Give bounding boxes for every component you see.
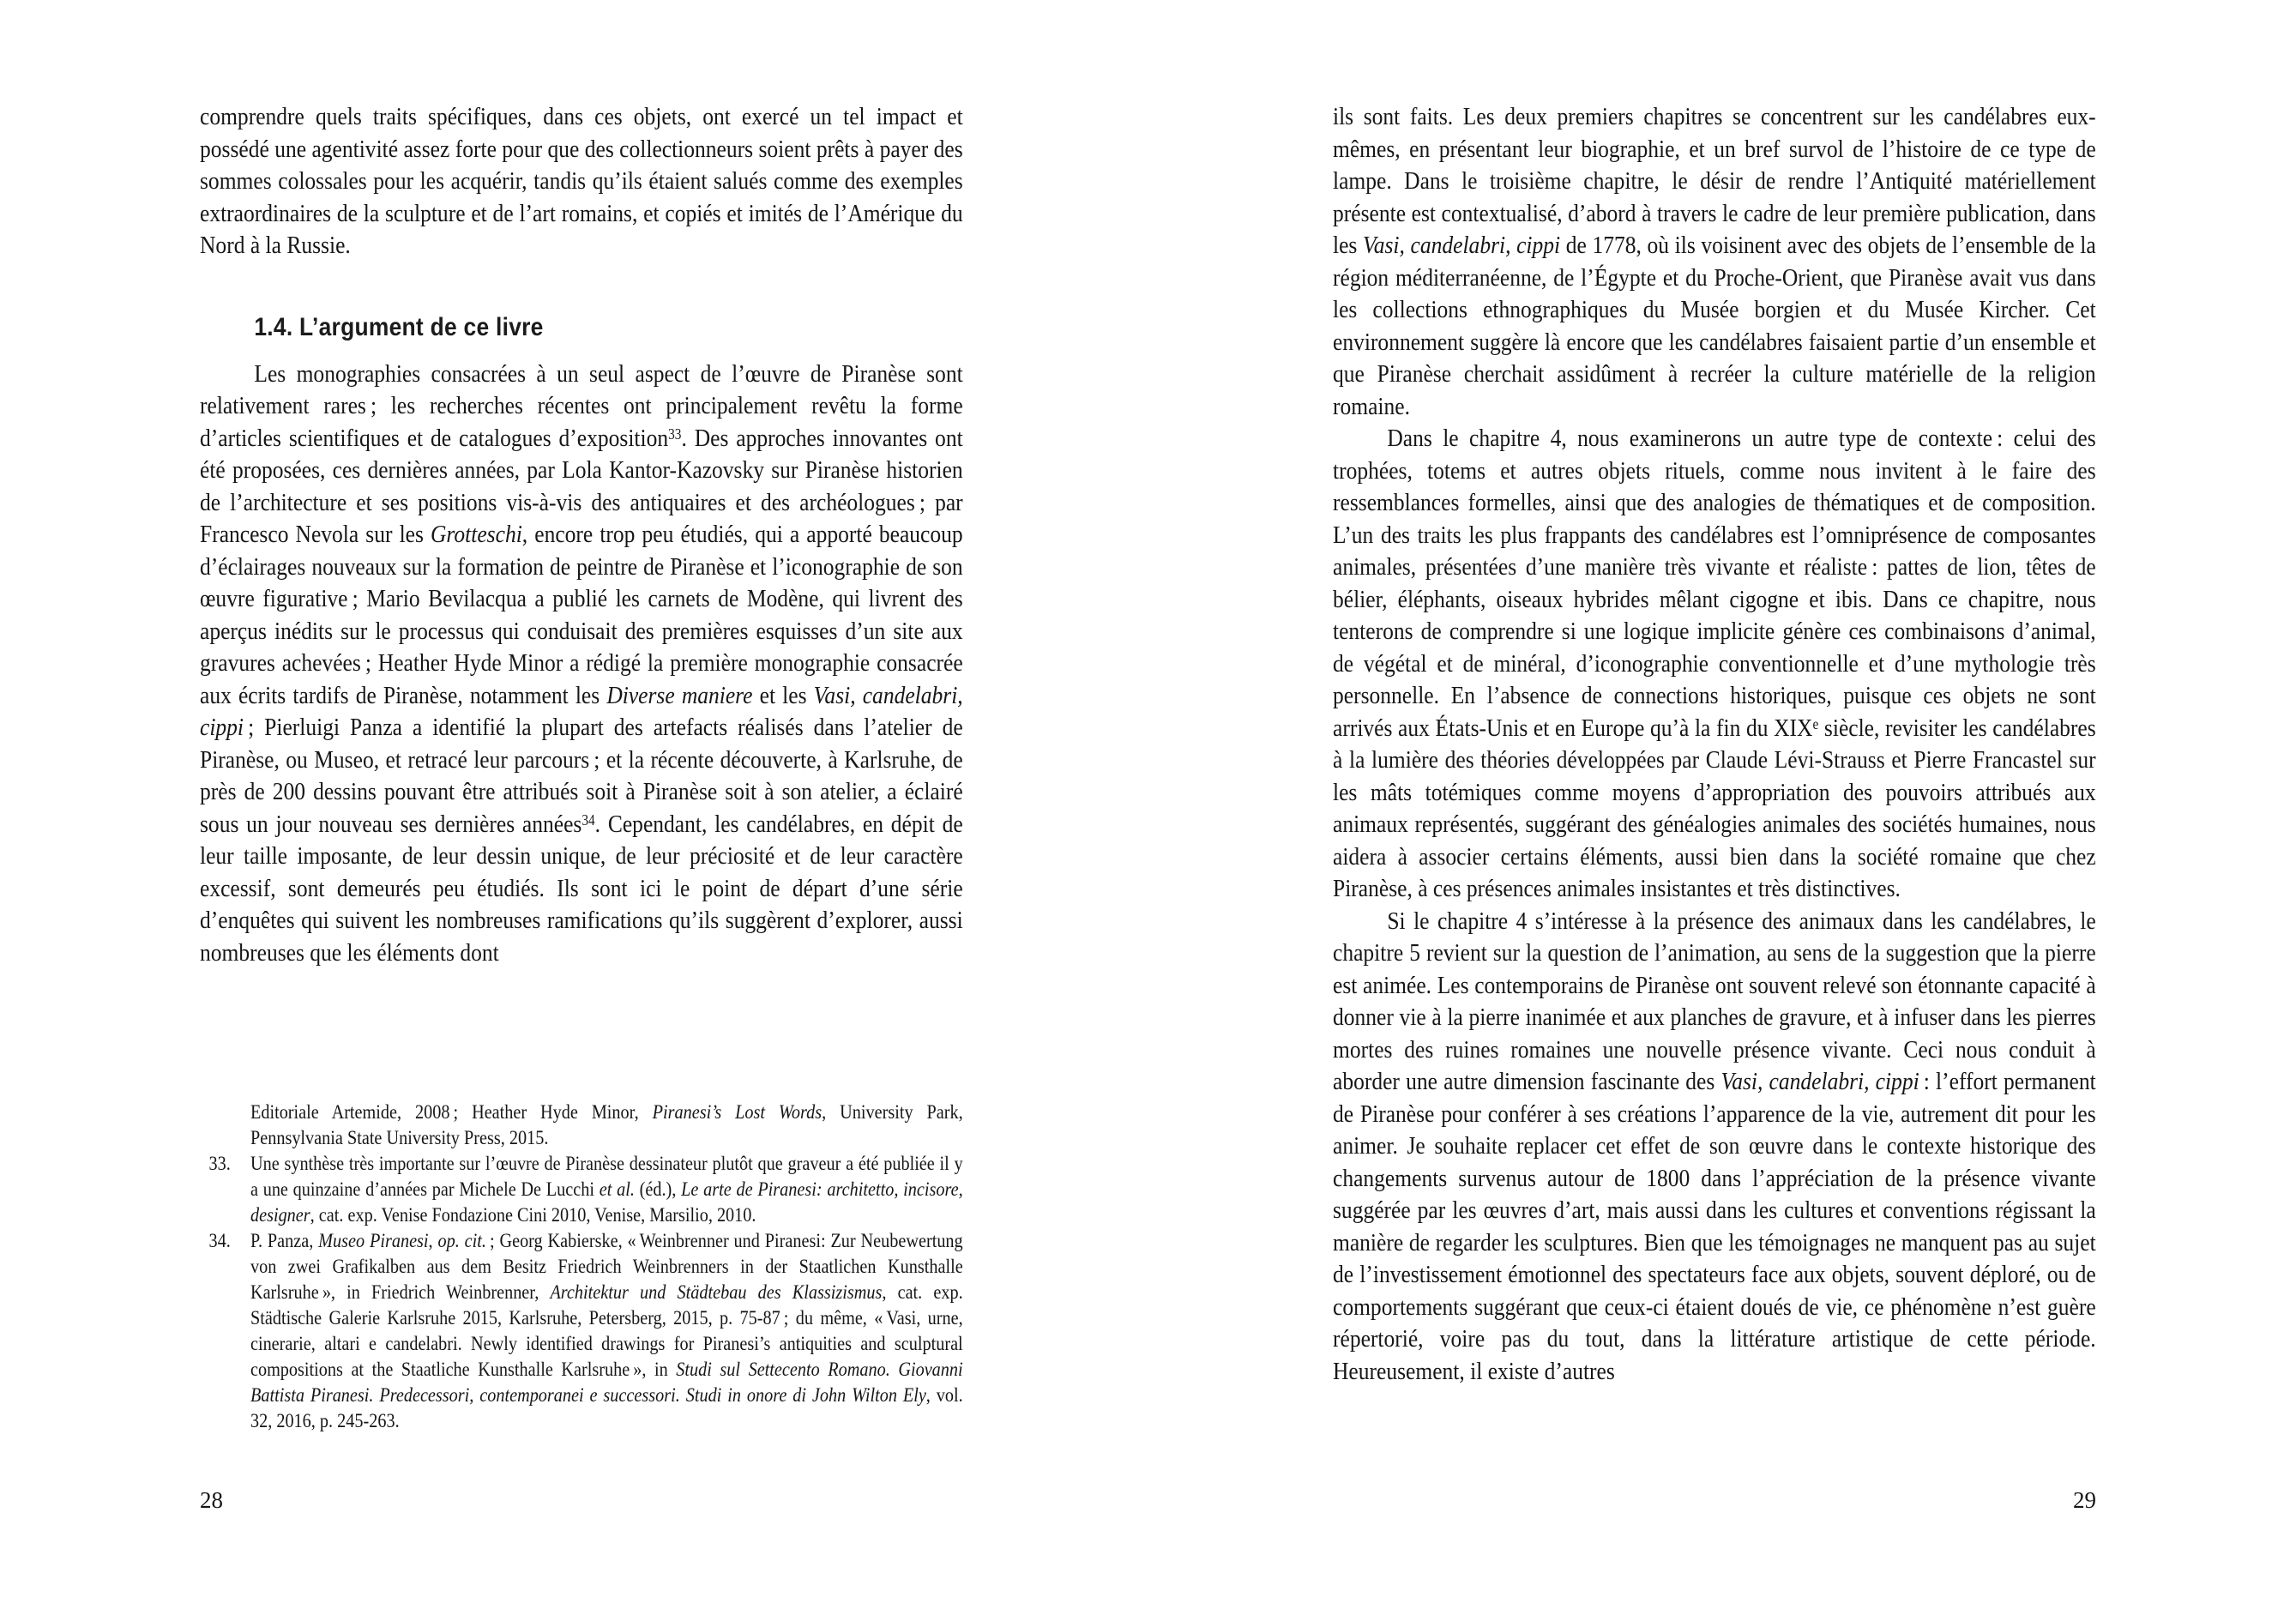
- paragraph: Dans le chapitre 4, nous examinerons un autre type de contexte : celui des trophées, totems et autres objets rituels, comme nous invitent à le faire des ressemblances formelles, ainsi que des analogies de thématiques et de composition. L’un des traits les plus frappants des candélabres est l’omniprésence de composantes animales, présentées d’une manière très vivante et réaliste : pattes de lion, têtes de bélier, éléphants, oiseaux hybrides mêlant cigogne et ibis. Dans ce chapitre, nous tenterons de comprendre si une logique implicite génère ces combinaisons d’animal, de végétal et de minéral, d’iconographie conventionnelle et d’une mythologie très personnelle. En l’absence de connections historiques, puisque ces objets ne sont arrivés aux États-Unis et en Europe qu’à la fin du XIXe siècle, revisiter les candélabres à la lumière des théories développées par Claude Lévi-Strauss et Pierre Francastel sur les mâts totémiques comme moyens d’appropriation des pouvoirs attribués aux animaux représentés, suggérant des généalogies animales des sociétés humaines, nous aidera à associer certains éléments, aussi bien dans la société romaine que chez Piranèse, à ces présences animales insistantes et très distinctives.: [1333, 425, 2096, 902]
- paragraph: Si le chapitre 4 s’intéresse à la présence des animaux dans les candélabres, le chapitre 5 revient sur la question de l’animation, au sens de la suggestion que la pierre est animée. Les contemporains de Piranèse ont souvent relevé son étonnante capacité à donner vie à la pierre inanimée et aux planches de gravure, et à infuser dans les pierres mortes des ruines romaines une nouvelle présence vivante. Ceci nous conduit à aborder une autre dimension fascinante des Vasi, candelabri, cippi : l’effort permanent de Piranèse pour conférer à ses créations l’apparence de la vie, autrement dit pour les animer. Je souhaite replacer cet effet de son œuvre dans le contexte historique des changements survenus autour de 1800 dans l’appréciation de la présence vivante suggérée par les œuvres d’art, mais aussi dans les cultures et conventions régissant la manière de regarder les sculptures. Bien que les témoignages ne manquent pas au sujet de l’investissement émotionnel des spectateurs face aux objets, souvent déploré, ou de comportements suggérant que ceux-ci étaient doués de vie, ce phénomène n’est guère répertorié, voire pas du tout, dans la littérature artistique de cette période. Heureusement, il existe d’autres: [1333, 907, 2096, 1385]
- continuation-paragraph: comprendre quels traits spécifiques, dans ces objets, ont exercé un tel impact et possédé une agentivité assez forte pour que des collectionneurs soient prêts à payer des sommes colossales pour les acquérir, tandis qu’ils étaient salués comme des exemples extraordinaires de la sculpture et de l’art romains, et copiés et imités de l’Amérique du Nord à la Russie.: [200, 103, 963, 259]
- footnote-number: 34.: [208, 1230, 231, 1251]
- footnote-block: [200, 1100, 963, 1434]
- right-body-text-column: [1333, 101, 2096, 1388]
- page-number-left: 28: [200, 1487, 223, 1513]
- footnote-33: [200, 1151, 963, 1228]
- footnote-text: Une synthèse très importante sur l’œuvre de Piranèse dessinateur plutôt que graveur a été publiée il y a une quinzaine d’années par Michele De Lucchi et al. (éd.), Le arte de Piranesi: architetto, incisore, designer, cat. exp. Venise Fondazione Cini 2010, Venise, Marsilio, 2010.: [250, 1153, 963, 1226]
- left-body-text-column: [200, 101, 963, 969]
- page-29: [1148, 0, 2296, 1621]
- continuation-paragraph: ils sont faits. Les deux premiers chapitres se concentrent sur les candélabres eux-mêmes, en présentant leur biographie, et un bref survol de l’histoire de ce type de lampe. Dans le troisième chapitre, le désir de rendre l’Antiquité matériellement présente est contextualisé, d’abord à travers le cadre de leur première publication, dans les Vasi, candelabri, cippi de 1778, où ils voisinent avec des objets de l’ensemble de la région méditerranéenne, de l’Égypte et du Proche-Orient, que Piranèse avait vus dans les collections ethnographiques du Musée borgien et du Musée Kircher. Cet environnement suggère là encore que les candélabres faisaient partie d’un ensemble et que Piranèse cherchait assidûment à recréer la culture matérielle de la religion romaine.: [1333, 103, 2096, 420]
- footnote-34: [200, 1228, 963, 1434]
- footnote-number: 33.: [208, 1153, 231, 1174]
- footnote-continuation: [200, 1100, 963, 1151]
- footnote-text: P. Panza, Museo Piranesi, op. cit. ; Georg Kabierske, « Weinbrenner und Piranesi: Zur Neubewertung von zwei Grafikalben aus dem Besitz Friedrich Weinbrenners in der Staatlichen Kunsthalle Karlsruhe », in Friedrich Weinbrenner, Architektur und Städtebau des Klassizismus, cat. exp. Städtische Galerie Karlsruhe 2015, Karlsruhe, Petersberg, 2015, p. 75-87 ; du même, « Vasi, urne, cinerarie, altari e candelabri. Newly identified drawings for Piranesi’s antiquities and sculptural compositions at the Staatliche Kunsthalle Karlsruhe », in Studi sul Settecento Romano. Giovanni Battista Piranesi. Predecessori, contemporanei e successori. Studi in onore di John Wilton Ely, vol. 32, 2016, p. 245-263.: [250, 1230, 963, 1431]
- section-heading: 1.4. L’argument de ce livre: [254, 312, 544, 341]
- footnote-text: Editoriale Artemide, 2008 ; Heather Hyde Minor, Piranesi’s Lost Words, University Park, Pennsylvania State University Press, 2015.: [250, 1101, 963, 1148]
- section-paragraph: Les monographies consacrées à un seul aspect de l’œuvre de Piranèse sont relativement rares ; les recherches récentes ont principalement revêtu la forme d’articles scientifiques et de catalogues d’exposition$^{33}$. Des approches innovantes ont été proposées, ces dernières années, par Lola Kantor-Kazovsky sur Piranèse historien de l’architecture et ses positions vis-à-vis des antiquaires et des archéologues ; par Francesco Nevola sur les Grotteschi, encore trop peu étudiés, qui a apporté beaucoup d’éclairages nouveaux sur la formation de peintre de Piranèse et l’iconographie de son œuvre figurative ; Mario Bevilacqua a publié les carnets de Modène, qui livrent des aperçus inédits sur le processus qui conduisait des premières esquisses d’un site aux gravures achevées ; Heather Hyde Minor a rédigé la première monographie consacrée aux écrits tardifs de Piranèse, notamment les Diverse maniere et les Vasi, candelabri, cippi ; Pierluigi Panza a identifié la plupart des artefacts réalisés dans l’atelier de Piranèse, ou Museo, et retracé leur parcours ; et la récente découverte, à Karlsruhe, de près de 200 dessins pouvant être attribués soit à Piranèse soit à son atelier, a éclairé sous un jour nouveau ses dernières années$^{34}$. Cependant, les candélabres, en dépit de leur taille imposante, de leur dessin unique, de leur préciosité et de leur caractère excessif, sont demeurés peu étudiés. Ils sont ici le point de départ d’une série d’enquêtes qui suivent les nombreuses ramifications qu’ils suggèrent d’explorer, aussi nombreuses que les éléments dont: [200, 359, 963, 967]
- page-number-right: 29: [2073, 1487, 2096, 1513]
